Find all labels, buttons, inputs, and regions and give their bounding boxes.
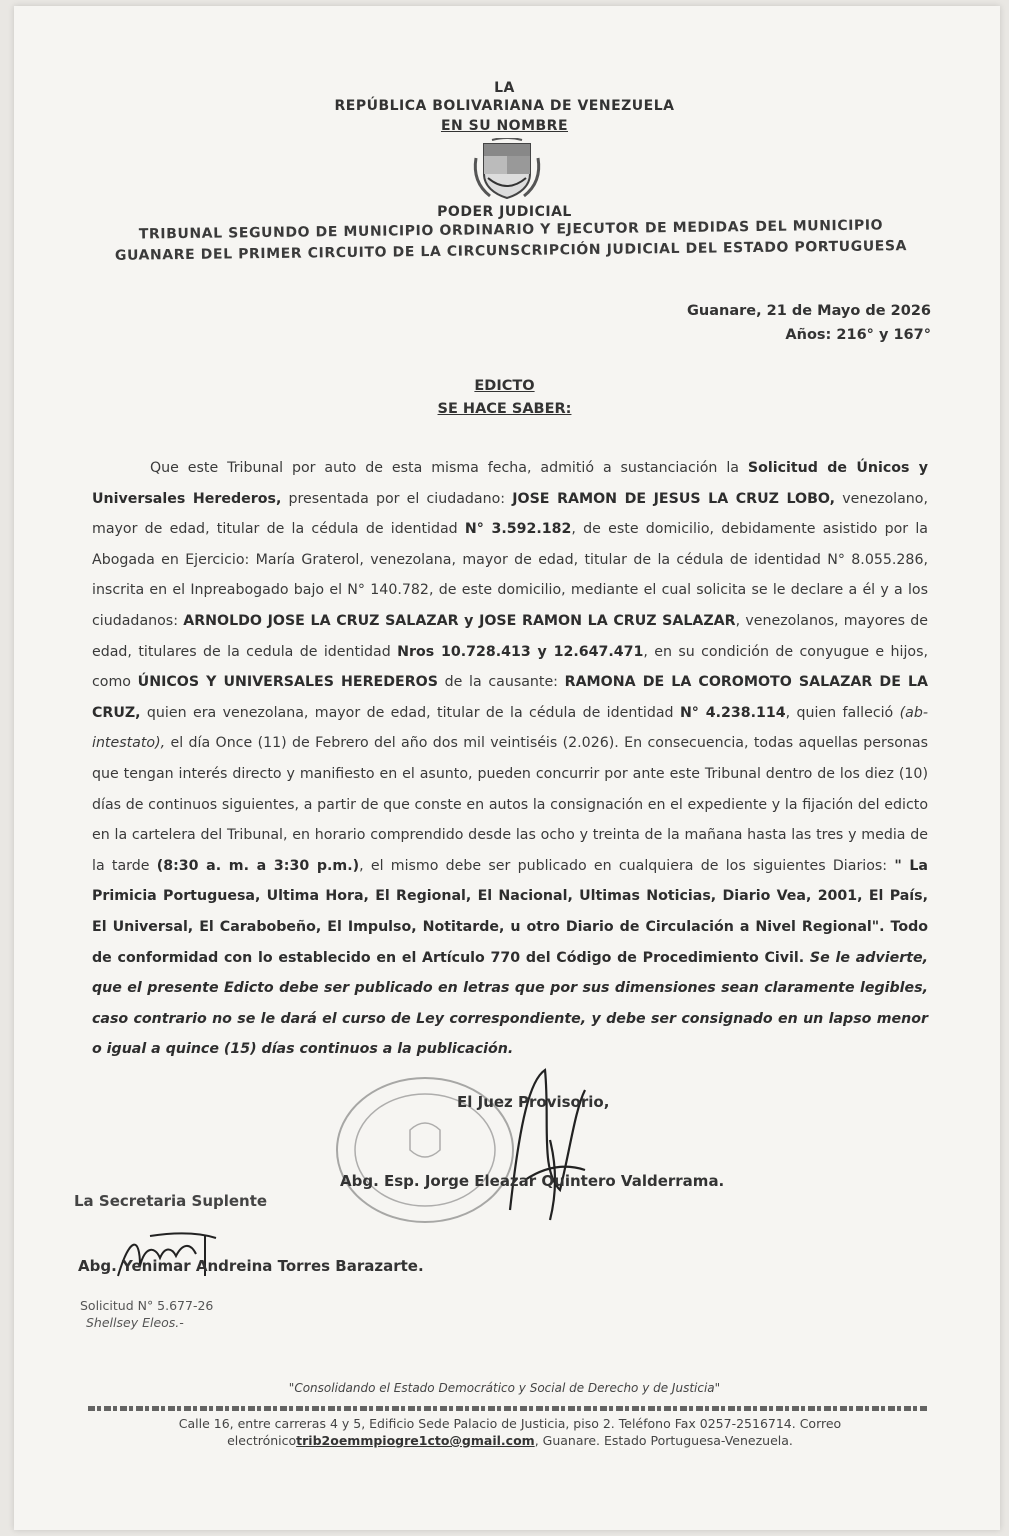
footer-email-link[interactable]: trib2oemmpiogre1cto@gmail.com bbox=[296, 1433, 535, 1448]
body-text: , quien falleció bbox=[785, 704, 900, 721]
body-text: , el mismo debe ser publicado en cualquiera de los siguientes Diarios: bbox=[359, 857, 895, 874]
footer-address-line: Calle 16, entre carreras 4 y 5, Edificio Sede Palacio de Justicia, piso 2. Teléfono Fax 0257-2516714. Correo bbox=[178, 1416, 842, 1431]
office-hours: (8:30 a. m. a 3:30 p.m.) bbox=[156, 857, 360, 874]
typist-initials: Shellsey Eleos.- bbox=[86, 1315, 184, 1330]
footer-motto: "Consolidando el Estado Democrático y Social de Derecho y de Justicia" bbox=[288, 1381, 721, 1395]
newspaper-list: " La Primicia Portuguesa, Ultima Hora, El Regional, El Nacional, Ultimas Noticias, Diario Vea, 2001, El País, El Universal, El Carabobeño, El Impulso, Notitarde, u otro Diario de Circulación a Nivel Regional". Todo de conformidad con lo establecido en el Artículo 770 del Código de Procedimiento Civil. bbox=[92, 857, 929, 966]
header-republic: REPÚBLICA BOLIVARIANA DE VENEZUELA bbox=[334, 98, 675, 114]
judge-signature bbox=[490, 1060, 600, 1230]
secretary-title: La Secretaria Suplente bbox=[74, 1192, 268, 1210]
header-poder-judicial: PODER JUDICIAL bbox=[437, 204, 572, 220]
applicant-name: JOSE RAMON DE JESUS LA CRUZ LOBO, bbox=[512, 490, 836, 507]
judge-name: Abg. Esp. Jorge Eleazar Quintero Valderrama. bbox=[340, 1172, 725, 1190]
coat-of-arms-icon bbox=[470, 138, 544, 202]
body-text: , en su condición de conyugue e hijos, como bbox=[92, 643, 929, 691]
tribunal-name-line2: GUANARE DEL PRIMER CIRCUITO DE LA CIRCUNSCRIPCIÓN JUDICIAL DEL ESTADO PORTUGUESA bbox=[114, 238, 908, 264]
footer-divider bbox=[88, 1406, 928, 1411]
body-text: , venezolanos, mayores de edad, titulares de la cedula de identidad bbox=[92, 612, 928, 660]
secretary-name: Abg. Yenimar Andreina Torres Barazarte. bbox=[78, 1257, 424, 1275]
body-text: el día Once (11) de Febrero del año dos mil veintiséis (2.026). En consecuencia, todas aquellas personas que tengan interés directo y manifiesto en el asunto, pueden concurrir por ante este Tribunal dentro de los diez (10) días de continuos siguientes, a partir de que conste en autos la consignación en el expediente y la fijación del edicto en la cartelera del Tribunal, en horario comprendido desde las ocho y treinta de la mañana hasta las tres y media de la tarde bbox=[92, 735, 928, 874]
body-text: presentada por el ciudadano: bbox=[281, 490, 513, 507]
body-text: , de este domicilio, debidamente asistido por la Abogada en Ejercicio: María Graterol, venezolana, mayor de edad, titular de la cédula de identidad N° 8.055.286, inscrita en el Inpreabogado bajo el N° 140.782, de este domicilio, mediante el cual solicita se le declare a él y a los ciudadanos: bbox=[92, 521, 928, 629]
body-text: quien era venezolana, mayor de edad, titular de la cédula de identidad bbox=[140, 704, 680, 721]
body-bold: Solicitud de Únicos y Universales Herederos, bbox=[92, 460, 928, 507]
judge-title: El Juez Provisorio, bbox=[457, 1093, 610, 1111]
footer-email-label: electrónico bbox=[227, 1433, 297, 1448]
applicant-id: N° 3.592.182 bbox=[464, 521, 572, 538]
solicitud-number: Solicitud N° 5.677-26 bbox=[80, 1298, 214, 1313]
body-text: Que este Tribunal por auto de esta misma fecha, admitió a sustanciación la bbox=[150, 460, 748, 476]
body-bold: ÚNICOS Y UNIVERSALES HEREDEROS bbox=[137, 674, 438, 691]
deceased-name: RAMONA DE LA COROMOTO SALAZAR DE LA CRUZ, bbox=[92, 674, 929, 721]
footer-city: , Guanare. Estado Portuguesa-Venezuela. bbox=[534, 1433, 793, 1448]
heirs-names: ARNOLDO JOSE LA CRUZ SALAZAR y JOSE RAMON LA CRUZ SALAZAR bbox=[183, 612, 736, 629]
deceased-id: N° 4.238.114 bbox=[679, 704, 786, 721]
document-years: Años: 216° y 167° bbox=[785, 327, 931, 343]
body-text: de la causante: bbox=[437, 674, 565, 691]
footer-address bbox=[120, 1415, 900, 1449]
header-la: LA bbox=[494, 80, 515, 96]
body-italic: (ab-intestato), bbox=[92, 704, 928, 752]
header-en-su-nombre: EN SU NOMBRE bbox=[440, 118, 569, 134]
se-hace-saber-subtitle: SE HACE SABER: bbox=[437, 401, 572, 417]
document-date: Guanare, 21 de Mayo de 2026 bbox=[687, 303, 931, 319]
body-text: venezolano, mayor de edad, titular de la cédula de identidad bbox=[92, 490, 928, 538]
heirs-ids: Nros 10.728.413 y 12.647.471 bbox=[397, 643, 644, 660]
edicto-title: EDICTO bbox=[474, 378, 535, 394]
edict-body bbox=[92, 453, 928, 1065]
secretary-signature bbox=[110, 1226, 220, 1286]
publication-warning: Se le advierte, que el presente Edicto debe ser publicado en letras que por sus dimensiones sean claramente legibles, caso contrario no se le dará el curso de Ley correspondiente, y debe ser consignado en un lapso menor o igual a quince (15) días continuos a la publicación. bbox=[92, 949, 928, 1058]
tribunal-name-line1: TRIBUNAL SEGUNDO DE MUNICIPIO ORDINARIO Y EJECUTOR DE MEDIDAS DEL MUNICIPIO bbox=[138, 217, 884, 243]
